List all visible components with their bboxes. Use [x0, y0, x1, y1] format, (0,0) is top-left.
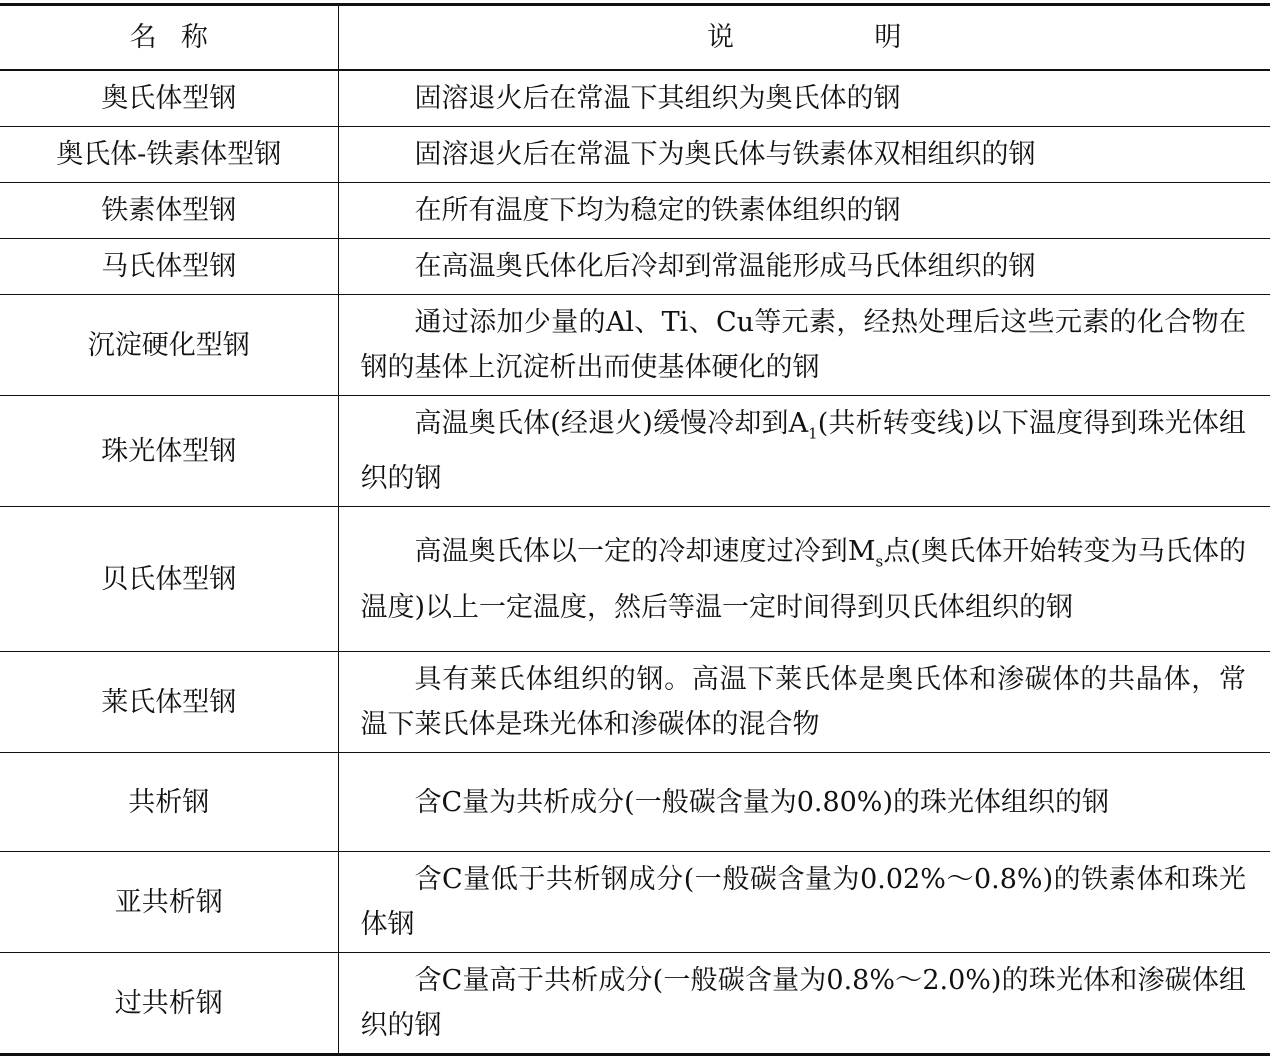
- description-text: 高温奥氏体以一定的冷却速度过冷到M: [414, 536, 876, 568]
- row-description-cell: 含C量高于共析成分(一般碳含量为0.8%～2.0%)的珠光体和渗碳体组织的钢: [338, 953, 1270, 1055]
- row-name-cell: 莱氏体型钢: [0, 652, 338, 753]
- table-row: [0, 295, 1270, 396]
- row-name-cell: 贝氏体型钢: [0, 507, 338, 652]
- table-row: [0, 753, 1270, 852]
- row-name-cell: 铁素体型钢: [0, 183, 338, 239]
- header-description: 说明: [338, 5, 1270, 71]
- subscript-s: s: [875, 552, 884, 571]
- table-row: [0, 70, 1270, 127]
- description-text: (共析转变线)以下温度得到珠光体组织的钢: [360, 408, 1246, 495]
- table-row: [0, 953, 1270, 1055]
- header-row: [0, 5, 1270, 71]
- row-description-cell: 固溶退火后在常温下为奥氏体与铁素体双相组织的钢: [338, 127, 1270, 183]
- row-name-cell: 奥氏体-铁素体型钢: [0, 127, 338, 183]
- description-text: 高温奥氏体(经退火)缓慢冷却到A: [414, 408, 809, 439]
- row-description-cell: 固溶退火后在常温下其组织为奥氏体的钢: [338, 70, 1270, 127]
- table-header: [0, 5, 1270, 71]
- table-row: [0, 852, 1270, 953]
- table-row: [0, 507, 1270, 652]
- table-row: [0, 239, 1270, 295]
- row-name-cell: 共析钢: [0, 753, 338, 852]
- row-name-cell: 马氏体型钢: [0, 239, 338, 295]
- table-row: [0, 183, 1270, 239]
- row-description-cell: [338, 396, 1270, 507]
- steel-classification-table: [0, 3, 1270, 1056]
- row-description-cell: [338, 507, 1270, 652]
- description-text: 点(奥氏体开始转变为马氏体的温度)以上一定温度，然后等温一定时间得到贝氏体组织的钢: [360, 536, 1246, 623]
- row-name-cell: 过共析钢: [0, 953, 338, 1055]
- header-name: 名称: [0, 5, 338, 71]
- row-description-cell: 含C量为共析成分(一般碳含量为0.80%)的珠光体组织的钢: [338, 753, 1270, 852]
- table-row: [0, 127, 1270, 183]
- row-description-cell: 在高温奥氏体化后冷却到常温能形成马氏体组织的钢: [338, 239, 1270, 295]
- table-body: [0, 70, 1270, 1055]
- row-description-cell: 含C量低于共析钢成分(一般碳含量为0.02%～0.8%)的铁素体和珠光体钢: [338, 852, 1270, 953]
- table-row: [0, 652, 1270, 753]
- row-description-cell: 通过添加少量的Al、Ti、Cu等元素，经热处理后这些元素的化合物在钢的基体上沉淀析出而使基体硬化的钢: [338, 295, 1270, 396]
- row-name-cell: 珠光体型钢: [0, 396, 338, 507]
- subscript-one: 1: [808, 424, 818, 443]
- table-row: [0, 396, 1270, 507]
- row-description-cell: 在所有温度下均为稳定的铁素体组织的钢: [338, 183, 1270, 239]
- row-name-cell: 沉淀硬化型钢: [0, 295, 338, 396]
- row-name-cell: 亚共析钢: [0, 852, 338, 953]
- row-description-cell: 具有莱氏体组织的钢。高温下莱氏体是奥氏体和渗碳体的共晶体，常温下莱氏体是珠光体和渗碳体的混合物: [338, 652, 1270, 753]
- row-name-cell: 奥氏体型钢: [0, 70, 338, 127]
